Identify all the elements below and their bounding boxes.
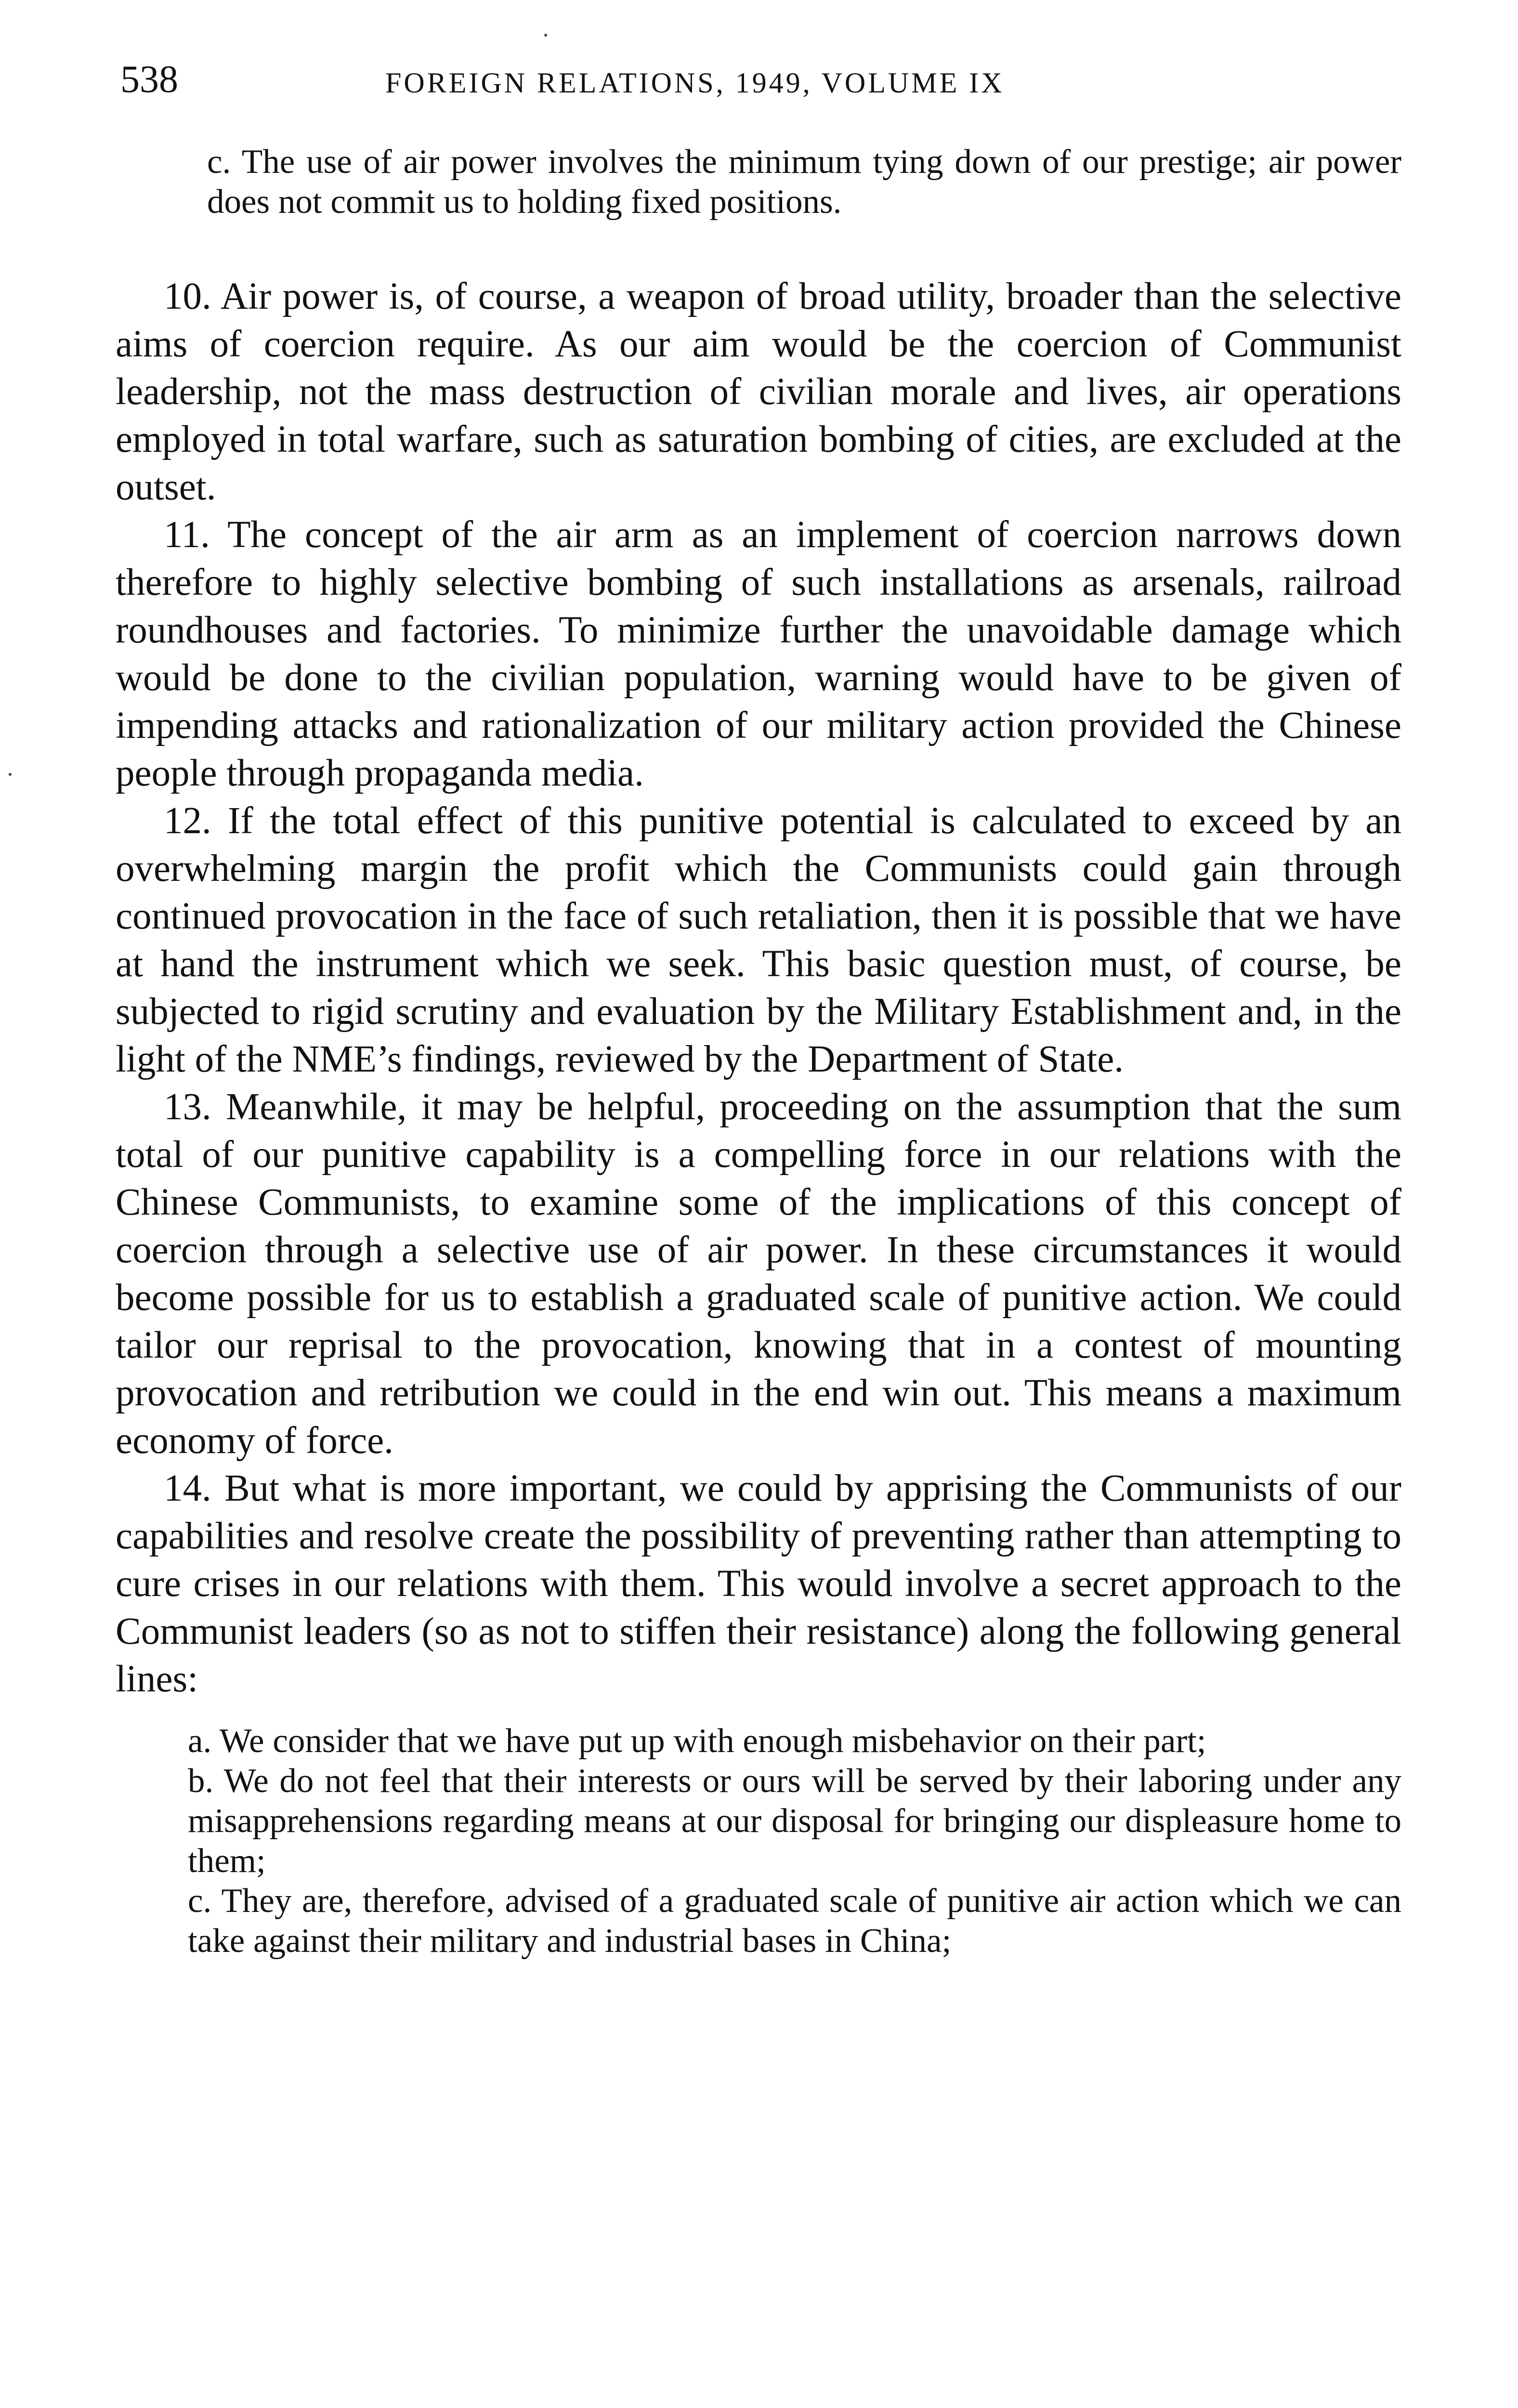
subparagraph-c: c. They are, therefore, advised of a graduated scale of punitive air action which we can take against their military and industrial bases in China;: [188, 1882, 1401, 1960]
body-text: [116, 142, 1401, 1961]
page-header: [120, 53, 1411, 111]
subparagraph-c-top: c. The use of air power involves the minimum tying down of our prestige; air power does not commit us to holding fixed positions.: [207, 143, 1401, 221]
paragraph-14: 14. But what is more important, we could by apprising the Communists of our capabilities and resolve create the possibility of preventing rather than attempting to cure crises in our relations with them. This would involve a secret approach to the Communist leaders (so as not to stiffen their resistance) along the following general lines:: [116, 1467, 1401, 1700]
paragraph-10: 10. Air power is, of course, a weapon of broad utility, broader than the selective aims of coercion require. As our aim would be the coercion of Communist leadership, not the mass destruction of civilian morale and lives, air operations employed in total warfare, such as saturation bombing of cities, are excluded at the outset.: [116, 275, 1401, 508]
scan-speck: [544, 34, 547, 37]
paragraph-12: 12. If the total effect of this punitive potential is calculated to exceed by an overwhelming margin the profit which the Communists could gain through continued provocation in the face of such retaliation, then it is possible that we have at hand the instrument which we seek. This basic question must, of course, be subjected to rigid scrutiny and evaluation by the Military Establishment and, in the light of the NME’s findings, reviewed by the Department of State.: [116, 800, 1401, 1080]
running-head: FOREIGN RELATIONS, 1949, VOLUME IX: [385, 67, 1005, 99]
subparagraph-b: b. We do not feel that their interests or ours will be served by their laboring under any misapprehensions regarding means at our disposal for bringing our displeasure home to them;: [188, 1762, 1401, 1880]
paragraph-11: 11. The concept of the air arm as an implement of coercion narrows down therefore to highly selective bombing of such installations as arsenals, railroad roundhouses and factories. To minimize further the unavoidable damage which would be done to the civilian population, warning would have to be given of impending attacks and rationalization of our military action provided the Chinese people through propaganda media.: [116, 514, 1401, 794]
subparagraph-list: [116, 1721, 1401, 1961]
scan-speck: [9, 773, 12, 776]
subparagraph-a: a. We consider that we have put up with enough misbehavior on their part;: [188, 1722, 1206, 1760]
page-number: 538: [120, 58, 178, 101]
paragraph-13: 13. Meanwhile, it may be helpful, proceeding on the assumption that the sum total of our punitive capability is a compelling force in our relations with the Chinese Communists, to examine some of the implications of this concept of coercion through a selective use of air power. In these circumstances it would become possible for us to establish a graduated scale of punitive action. We could tailor our reprisal to the provocation, knowing that in a contest of mounting provocation and retribution we could in the end win out. This means a maximum economy of force.: [116, 1086, 1401, 1462]
